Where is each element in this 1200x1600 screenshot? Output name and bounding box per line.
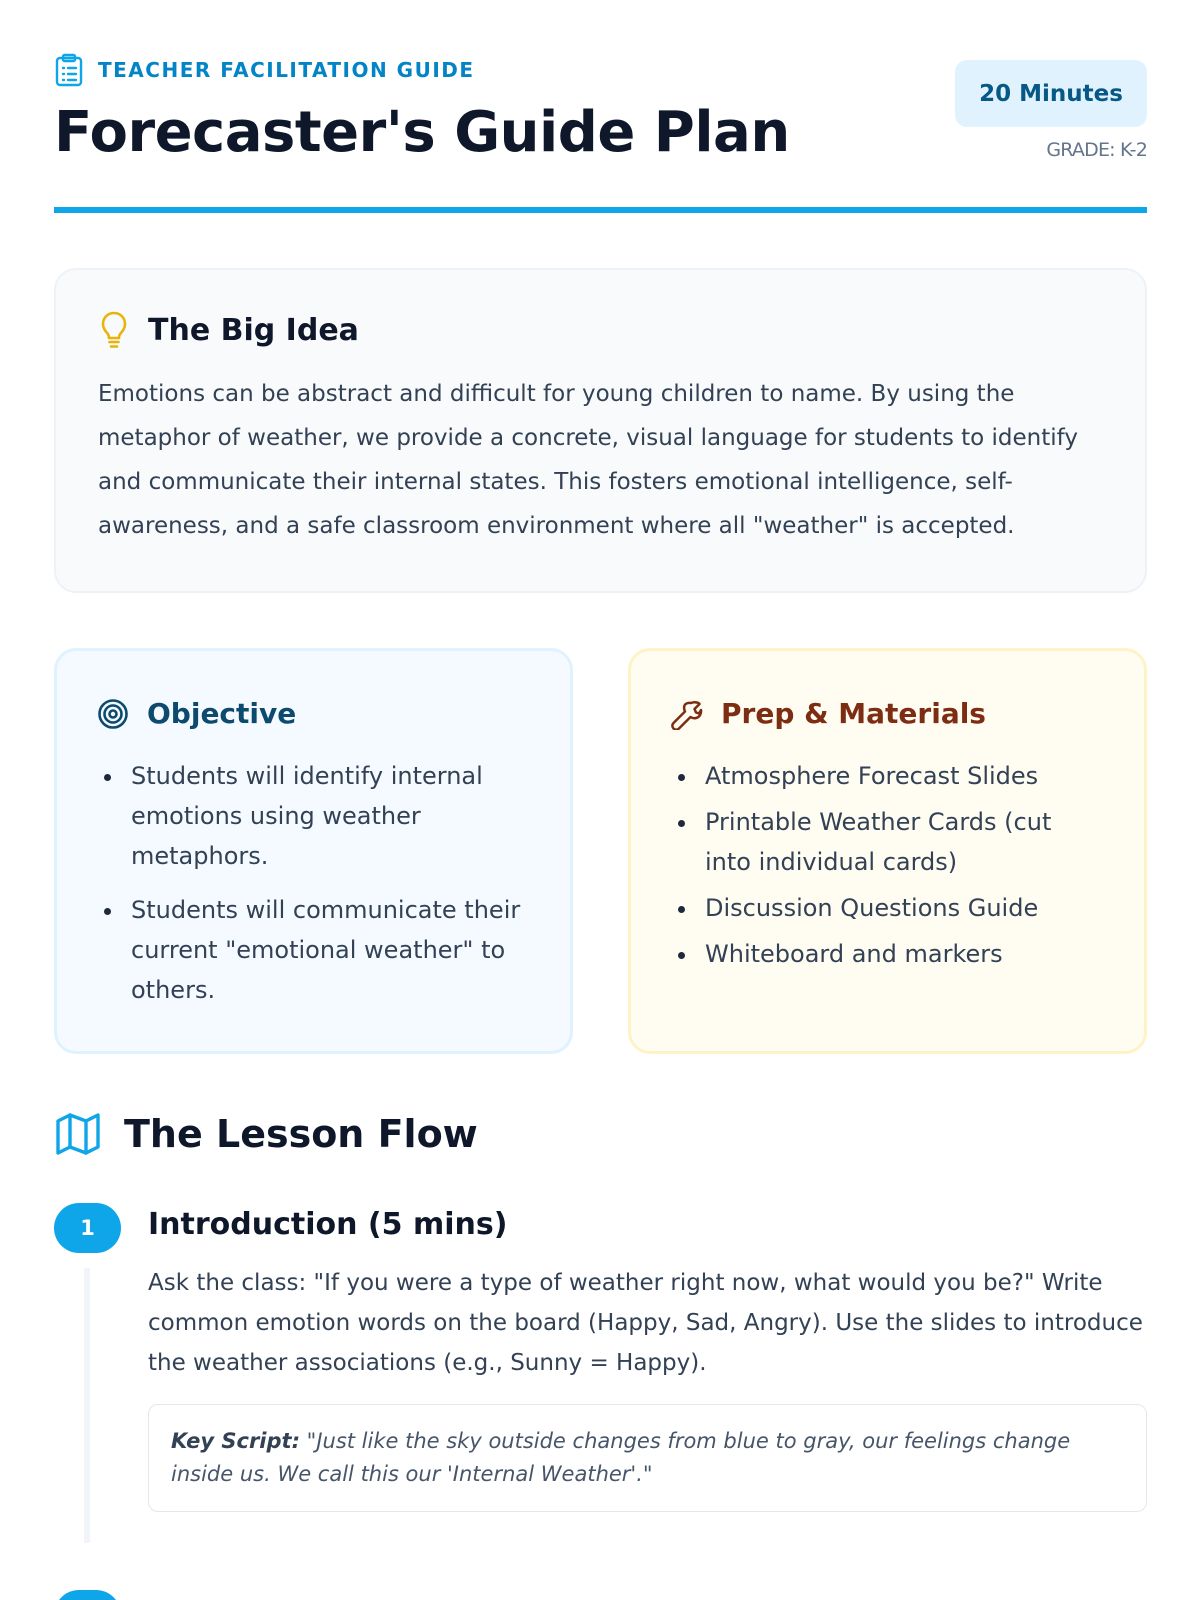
objective-list	[97, 756, 530, 1010]
objective-item: Students will identify internal emotions using weather metaphors.	[131, 756, 530, 876]
key-script-label: Key Script:	[171, 1429, 300, 1453]
wrench-icon	[671, 698, 703, 730]
objective-header	[97, 697, 530, 730]
eyebrow-label: TEACHER FACILITATION GUIDE	[98, 58, 475, 82]
objective-title: Objective	[147, 697, 297, 730]
step-timeline-line	[84, 1268, 90, 1543]
step-number-badge: 1	[54, 1203, 121, 1253]
header	[54, 0, 1147, 215]
materials-list	[671, 756, 1104, 974]
lesson-flow-title: The Lesson Flow	[124, 1112, 478, 1156]
materials-item: Printable Weather Cards (cut into individual cards)	[705, 802, 1104, 882]
key-script-text: "Just like the sky outside changes from blue to gray, our feelings change inside us. We call this our 'Internal Weather'."	[171, 1429, 1071, 1486]
duration-badge: 20 Minutes	[955, 60, 1147, 127]
key-script-box	[148, 1404, 1147, 1512]
objective-card	[54, 648, 573, 1054]
lesson-flow-header	[54, 1110, 478, 1158]
big-idea-header	[98, 310, 1103, 350]
materials-item: Discussion Questions Guide	[705, 888, 1104, 928]
step-body: Ask the class: "If you were a type of weather right now, what would you be?" Write common emotion words on the board (Happy, Sad, Angry). Use the slides to introduce the weather associations (e.g., Sunny = Happy).	[148, 1270, 1143, 1376]
next-step-number-badge	[54, 1590, 121, 1600]
materials-title: Prep & Materials	[721, 697, 986, 730]
lesson-plan-page	[54, 0, 1147, 1486]
map-icon	[54, 1110, 102, 1158]
materials-header	[671, 697, 1104, 730]
target-icon	[97, 698, 129, 730]
big-idea-title: The Big Idea	[148, 312, 359, 348]
step-title: Introduction (5 mins)	[148, 1207, 508, 1242]
eyebrow	[54, 53, 475, 87]
materials-item: Atmosphere Forecast Slides	[705, 756, 1104, 796]
objective-item: Students will communicate their current "emotional weather" to others.	[131, 890, 530, 1010]
grade-label: GRADE: K-2	[1046, 139, 1147, 161]
page-title: Forecaster's Guide Plan	[54, 100, 790, 165]
big-idea-card	[54, 268, 1147, 593]
big-idea-body: Emotions can be abstract and difficult for young children to name. By using the metaphor of weather, we provide a concrete, visual language for students to identify and communicate their internal states. This fosters emotional intelligence, self-awareness, and a safe classroom environment where all "weather" is accepted.	[98, 381, 1078, 539]
clipboard-list-icon	[54, 53, 84, 87]
materials-item: Whiteboard and markers	[705, 934, 1104, 974]
lightbulb-icon	[98, 310, 130, 350]
header-divider	[54, 207, 1147, 213]
materials-card	[628, 648, 1147, 1054]
